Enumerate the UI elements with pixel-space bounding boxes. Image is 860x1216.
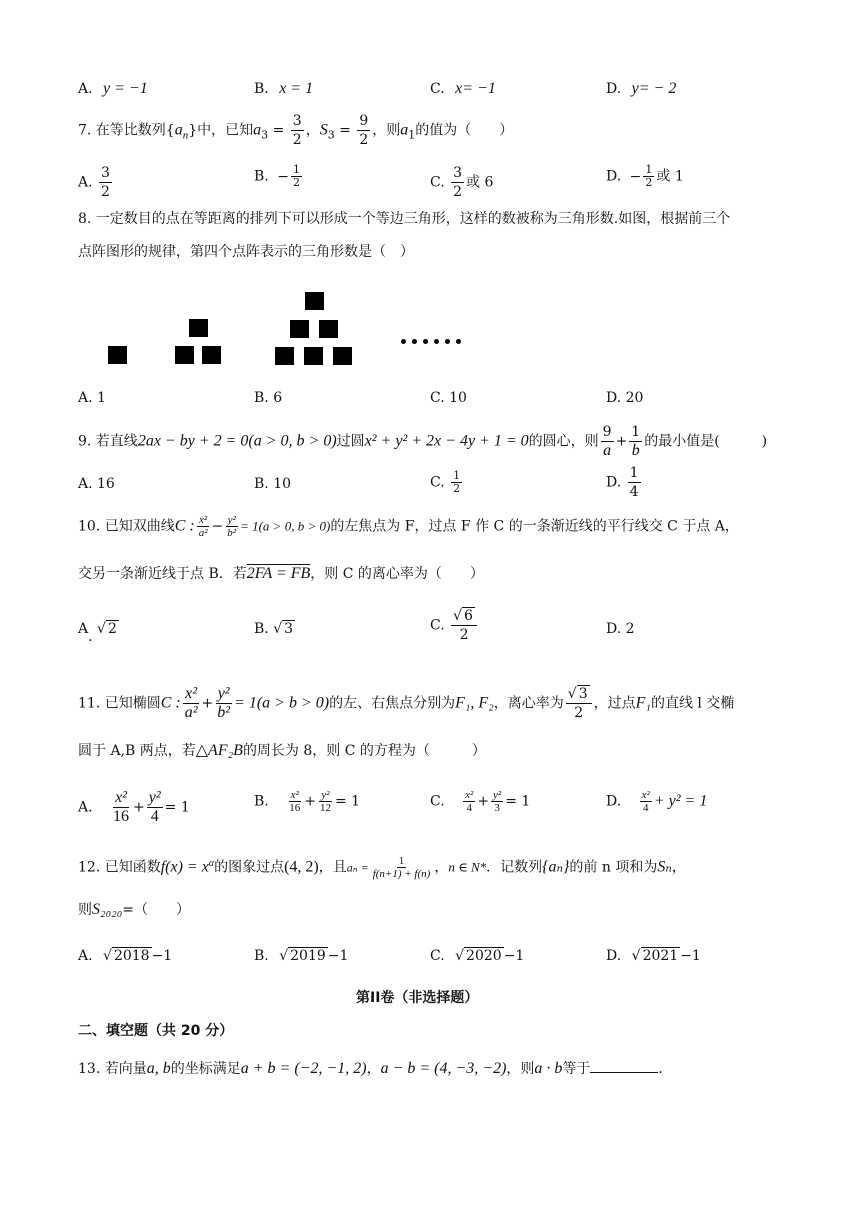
q8-option-b: B. 6 (254, 390, 283, 406)
radicand: 6 (464, 608, 473, 624)
fraction (491, 789, 503, 814)
q6-option-c (430, 79, 496, 99)
option-value: 或 6 (466, 174, 494, 191)
q9-option-a: A. 16 (78, 476, 115, 492)
stem-text: 交另一条渐近线于点 B．若 (78, 566, 247, 582)
ellipsis-dot (401, 339, 406, 344)
fraction (197, 514, 210, 539)
fraction (287, 789, 302, 814)
q8-stem-line1: 8. 一定数目的点在等距离的排列下可以形成一个等边三角形，这样的数被称为三角形数.如图，根据前三个 (78, 211, 731, 227)
stem-text: ，则 C 的离心率为（ ） (310, 566, 484, 582)
option-label: B. (254, 81, 269, 97)
q9-option-d (606, 464, 643, 501)
stem-text: 的周长为 8，则 C 的方程为（ ） (242, 743, 486, 759)
math: {aₙ} (542, 858, 570, 876)
fraction (371, 855, 433, 880)
minus-sign: − (277, 168, 289, 185)
math: a (174, 121, 183, 139)
stem-text: 9. 若直线 (78, 433, 138, 450)
denominator: 2 (101, 184, 110, 200)
answer-blank (590, 1060, 658, 1073)
radicand: 2019 (290, 948, 326, 964)
denominator: 4 (150, 808, 159, 825)
option-value: −1 (151, 948, 173, 964)
denominator: 16 (289, 802, 301, 814)
numerator: 1 (645, 163, 653, 176)
math: a (400, 121, 409, 139)
denominator: 2 (645, 176, 653, 189)
numerator: √ 6 (451, 607, 477, 626)
math: S₂₀₂₀ (92, 901, 123, 918)
q12-option-c (430, 946, 524, 966)
option-label: A (78, 621, 89, 637)
option-label: B. (254, 793, 269, 810)
radicand: 3 (284, 621, 294, 637)
dot-square (305, 292, 324, 310)
sqrt-sign: √ (103, 948, 112, 964)
q11-option-a: A. $\frac{\text{x²}}{16}$ + $\frac{\text{y²}}{4}$ = 1 (78, 789, 190, 825)
stem-text: 的左焦点为 F，过点 F 作 C 的一条渐近线的平行线交 C 于点 A， (330, 518, 739, 535)
stem-text: ， (366, 1061, 381, 1077)
denominator: a² (198, 527, 208, 539)
option-value: −1 (680, 948, 701, 964)
q10-option-a (78, 619, 119, 645)
stem-text: 过圆 (336, 433, 365, 450)
math: + (615, 433, 628, 450)
fraction (291, 164, 302, 189)
option-label: B. (254, 621, 269, 637)
math: − (211, 518, 224, 535)
ellipsis-dot (434, 339, 439, 344)
radicand: 2 (107, 621, 117, 637)
option-label: C. (430, 793, 445, 810)
stem-text: 的前 n 项和为 (569, 859, 658, 876)
fraction (629, 423, 642, 460)
fraction (225, 514, 238, 539)
q6-option-d (606, 79, 676, 99)
denominator: 3 (494, 802, 500, 814)
ellipsis-dot (423, 339, 428, 344)
denominator: 2 (453, 482, 461, 495)
stem-text: 则 (78, 902, 92, 918)
option-label: A. (78, 174, 93, 191)
numerator: x² (199, 514, 208, 526)
option-value: = 1 (505, 793, 531, 810)
q13-stem (78, 1059, 663, 1079)
radicand: 2021 (642, 948, 679, 964)
sqrt-sign: √ (455, 948, 465, 964)
math: a − b = (4, −3, −2) (380, 1060, 507, 1077)
stem-text: ，则 (372, 122, 401, 139)
math: a, b (146, 1060, 171, 1077)
numerator: y² (227, 514, 236, 526)
sqrt-sign: √ (97, 621, 106, 637)
math: a + b = (−2, −1, 2) (240, 1060, 367, 1077)
stem-text: 12. 已知函数 (78, 859, 161, 876)
q10-option-c (430, 607, 479, 644)
math: = (268, 122, 289, 139)
denominator: b² (217, 704, 231, 721)
numerator: x² (290, 789, 299, 801)
q7-option-a (78, 164, 114, 201)
option-value: x= −1 (455, 80, 496, 97)
q10-option-d: D. 2 (606, 621, 635, 637)
q6-option-a (78, 79, 148, 99)
math: n ∈ N* (448, 859, 487, 875)
q11-stem-line2 (78, 741, 486, 761)
q6-option-b (254, 79, 313, 99)
q9-option-c (430, 470, 464, 495)
fraction (640, 789, 652, 814)
numerator: 1 (398, 855, 405, 868)
stem-text: ，且 (318, 859, 347, 876)
math-sub: n (182, 129, 189, 142)
stem-text: ， (305, 122, 320, 139)
dot-square (319, 320, 338, 338)
fraction (451, 470, 462, 495)
denominator: 2 (292, 132, 302, 148)
numerator: y² (148, 789, 161, 806)
radicand: 2020 (466, 948, 502, 964)
math: a (253, 121, 262, 139)
numerator: x² (185, 685, 198, 702)
stem-text: 的坐标满足 (170, 1061, 241, 1077)
denominator: a (603, 442, 612, 459)
numerator: y² (217, 685, 230, 702)
denominator: 2 (574, 705, 584, 721)
option-label: D. (606, 793, 622, 810)
math: f(x) = x (160, 858, 209, 876)
option-label: D. (606, 168, 622, 185)
denominator: 4 (642, 802, 649, 814)
q10-option-b (254, 619, 295, 639)
math: S (319, 121, 328, 139)
fraction (183, 685, 200, 722)
fraction (357, 112, 370, 149)
option-value: = 1 (164, 799, 190, 816)
radicand: 2018 (113, 948, 150, 964)
option-label: A. (78, 948, 93, 964)
sqrt-sign: √ (631, 948, 641, 964)
stem-text: ， (434, 859, 449, 876)
q12-option-d (606, 946, 701, 966)
dot-square (290, 320, 309, 338)
denominator: b² (227, 527, 237, 539)
fraction (451, 164, 464, 201)
vector-equation: 2FA = FB (246, 565, 311, 582)
fraction (601, 423, 614, 460)
part-heading: 二、填空题（共 20 分） (78, 1023, 234, 1039)
sqrt-sign: √ (273, 621, 283, 637)
q8-option-a: A. 1 (78, 390, 106, 406)
q7-stem (78, 112, 513, 149)
denominator: 16 (113, 808, 130, 825)
dot-square (108, 346, 127, 364)
section-title: 第II卷（非选择题） (356, 990, 479, 1006)
math-sub: 3 (261, 128, 269, 142)
stem-text: }中，已知 (188, 122, 254, 139)
option-label: B. (254, 168, 269, 185)
numerator: y² (321, 789, 330, 801)
stem-text: 的图象过点 (214, 859, 285, 876)
numerator: 9 (359, 113, 369, 129)
math: (4, 2) (284, 858, 319, 876)
sqrt-sign: √ (279, 948, 289, 964)
dot-square (275, 347, 294, 365)
numerator: y² (493, 789, 502, 801)
fraction (451, 607, 477, 644)
math: a · b (534, 1060, 563, 1077)
q7-option-c (430, 164, 493, 201)
stem-text: . (658, 1061, 663, 1077)
numerator: 1 (453, 469, 461, 482)
option-value: 或 1 (656, 168, 684, 185)
stem-text: 的圆心，则 (528, 433, 599, 450)
option-label: C. (430, 81, 445, 97)
q9-option-b: B. 10 (254, 476, 292, 492)
math: 2ax − by + 2 = 0 (137, 432, 249, 450)
math: C : (174, 517, 195, 535)
q8-option-d: D. 20 (606, 390, 644, 406)
math: + (201, 695, 214, 712)
numerator: 1 (631, 424, 641, 440)
stem-text: 等于 (562, 1061, 591, 1077)
stem-text: 11. 已知椭圆 (78, 695, 161, 712)
q11-option-d (606, 789, 707, 814)
dot-square (189, 319, 208, 337)
stem-text: 的最小值是( ) (644, 433, 768, 450)
math: = (334, 122, 356, 139)
fraction (463, 789, 475, 814)
q11-option-c: C. $\frac{\text{x²}}{4}$ + $\frac{\text{y²}}{3}$ = 1 (430, 789, 531, 814)
math: x² + y² + 2x − 4y + 1 = 0 (364, 432, 529, 450)
q9-stem (78, 423, 767, 460)
stem-text: =（ ） (122, 902, 190, 918)
math: aₙ = (346, 860, 369, 875)
q10-stem-line1 (78, 514, 739, 539)
q8-option-c: C. 10 (430, 390, 467, 406)
q8-stem-line2: 点阵图形的规律，第四个点阵表示的三角形数是（ ） (78, 244, 414, 260)
option-label: D. (606, 948, 622, 964)
math-sup: α (208, 858, 215, 869)
stem-text: ，离心率为 (493, 695, 564, 712)
q10-stem-line2 (78, 564, 484, 584)
option-value: x = 1 (279, 80, 314, 97)
numerator: 9 (602, 424, 612, 440)
ellipsis-dot (412, 339, 417, 344)
stem-text: 10. 已知双曲线 (78, 518, 175, 535)
denominator: 12 (319, 802, 331, 814)
fraction (99, 164, 112, 201)
stem-text: ， (671, 859, 686, 876)
minus-sign: − (629, 168, 642, 185)
q11-stem-line1 (78, 685, 734, 722)
denominator: 2 (359, 132, 369, 148)
denominator: 2 (459, 627, 469, 643)
math: Sₙ (657, 858, 672, 876)
option-label: D. (606, 474, 622, 491)
ellipsis-dot (456, 339, 461, 344)
math: = 1(a > b > 0) (234, 694, 330, 712)
stem-text: 7. 在等比数列{ (78, 122, 175, 139)
q12-option-b (254, 946, 348, 966)
option-value: = 1 (334, 793, 361, 810)
numerator: 3 (292, 113, 302, 129)
math: (a > 0, b > 0) (248, 432, 337, 450)
numerator: x² (465, 789, 474, 801)
math-sub: 1 (408, 128, 416, 142)
math-sub: 3 (327, 128, 335, 142)
option-label: C. (430, 174, 445, 191)
stem-text: ，则 (506, 1061, 535, 1077)
denominator: 2 (292, 176, 300, 189)
option-value: −1 (503, 948, 525, 964)
fraction (147, 789, 163, 826)
stem-text: 圆于 A,B 两点，若 (78, 743, 196, 759)
q12-option-a (78, 946, 172, 966)
option-label: B. (254, 948, 269, 964)
q11-option-b: B. $\frac{\text{x²}}{16}$ + $\frac{\text{y²}}{12}$ = 1 (254, 789, 361, 814)
option-label: D. (606, 81, 622, 97)
q12-stem-line2 (78, 900, 190, 920)
fraction (291, 112, 304, 149)
math: F₁ (635, 694, 651, 712)
math: F₁, F₂ (455, 694, 494, 712)
stem-text: ．记数列 (486, 859, 543, 876)
option-label: C. (430, 617, 445, 634)
dot-square (304, 347, 323, 365)
denominator: 4 (466, 802, 472, 814)
q7-option-d (606, 164, 684, 189)
denominator: f(n+1) + f(n) (372, 868, 431, 881)
denominator: 2 (453, 184, 463, 200)
numerator: 3 (453, 165, 463, 181)
numerator: √ 3 (566, 685, 592, 704)
stem-text: 的直线 l 交椭 (650, 695, 735, 712)
math: C : (160, 694, 181, 712)
dot-square (175, 346, 194, 364)
stem-text: 13. 若向量 (78, 1061, 147, 1077)
option-label: C. (430, 948, 445, 964)
fraction (111, 789, 131, 826)
q12-stem-line1 (78, 854, 686, 880)
fraction (566, 685, 592, 722)
fraction (628, 464, 641, 501)
numerator: x² (641, 789, 650, 801)
numerator: 1 (292, 163, 300, 176)
stem-text: ，过点 (593, 695, 636, 712)
numerator: 3 (101, 165, 110, 181)
math: = 1(a > 0, b > 0) (240, 518, 331, 534)
option-label: A. (78, 81, 93, 97)
option-label: . (88, 629, 93, 645)
option-label: C. (430, 474, 445, 491)
radicand: 3 (578, 686, 588, 702)
denominator: a² (184, 704, 198, 721)
option-value: y= − 2 (631, 80, 677, 97)
denominator: 4 (629, 484, 639, 500)
fraction (643, 164, 654, 189)
stem-text: 的值为（ ） (415, 122, 514, 139)
numerator: x² (115, 789, 127, 806)
denominator: b (631, 442, 640, 459)
dot-square (333, 347, 352, 365)
option-label: A. (78, 799, 93, 816)
numerator: 1 (629, 465, 639, 481)
ellipsis-dot (445, 339, 450, 344)
fraction (318, 789, 333, 814)
fraction (215, 685, 232, 722)
stem-text: 的左、右焦点分别为 (329, 695, 456, 712)
option-value: + y² = 1 (653, 792, 708, 810)
q7-option-b (254, 164, 304, 189)
dot-square (202, 346, 221, 364)
option-value: −1 (327, 948, 349, 964)
math: △AF₂B (195, 742, 243, 759)
option-value: y = −1 (103, 80, 148, 97)
